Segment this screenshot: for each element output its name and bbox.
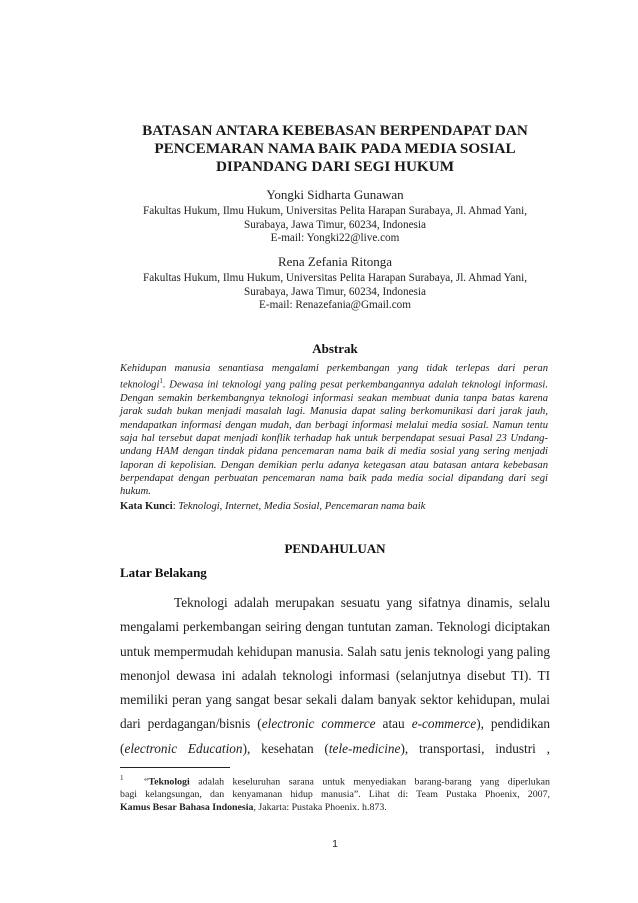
footnote-line: [120, 772, 550, 788]
footnote-text: , Jakarta: Pustaka Phoenix. h.873.: [253, 802, 387, 814]
body-text: ), kesehatan (: [242, 740, 329, 756]
abstract-text: . Dewasa ini teknologi yang paling pesat perkembangannya adalah teknologi informasi.: [162, 379, 548, 391]
author-affiliation: [120, 272, 550, 313]
body-line: memiliki peran yang sangat besar sekali dalam banyak sektor kehidupan, mulai: [120, 692, 550, 708]
body-paragraph: [120, 591, 550, 761]
subsection-heading: Latar Belakang: [120, 565, 207, 580]
footnote: [120, 772, 550, 814]
body-line: untuk mempermudah kehidupan manusia. Salah satu jenis teknologi yang paling: [120, 643, 550, 659]
abstract-line: berpendapat dengan perbuatan pencemaran nama baik pada media social dipandang dari segi: [120, 472, 548, 484]
page-number: 1: [332, 838, 338, 850]
body-line: [120, 712, 550, 736]
footnote-reference: 1: [159, 377, 163, 386]
abstract-line: Kehidupan manusia senantiasa mengalami perkembangan yang tidak terlepas dari peran: [120, 363, 548, 374]
abstract-line: laporan di kepolisian. Dengan demikian perlu adanya ketegasan atau batasan antara kebebasan: [120, 459, 548, 471]
keywords-label: Kata Kunci: [120, 501, 173, 512]
body-text: ), transportasi, industri ,: [400, 740, 551, 756]
affiliation-line: Surabaya, Jawa Timur, 60234, Indonesia: [244, 285, 426, 298]
abstract-line: saja hal tersebut dapat menjadi konflik terhadap hak untuk berpendapat sesuai Pasal 23 Undang-: [120, 433, 548, 445]
author-name: Yongki Sidharta Gunawan: [266, 187, 404, 202]
abstract-line: mendapatkan informasi dengan mudah, dan berbagi informasi melalui media sosial. Namun tentu: [120, 419, 548, 431]
footnote-text: “: [144, 776, 149, 788]
footnote-text: adalah keseluruhan sarana untuk menyediakan barang-barang yang diperlukan: [189, 776, 550, 788]
body-italic: e-commerce: [411, 716, 477, 732]
affiliation-line: Fakultas Hukum, Ilmu Hukum, Universitas Pelita Harapan Surabaya, Jl. Ahmad Yani,: [142, 272, 528, 284]
abstract-heading: Abstrak: [312, 341, 358, 356]
abstract-line: undang HAM dengan tindak pidana pencemaran nama baik di media sosial yang sering menjadi: [120, 446, 548, 458]
keywords-separator: :: [172, 501, 176, 512]
abstract-line: jarak sudah bukan menjadi masalah lagi. Manusia dapat saling berkomunikasi dari jarak jauh,: [120, 406, 548, 418]
keywords: [120, 500, 550, 513]
abstract-text: teknologi: [120, 379, 160, 391]
author-name: Rena Zefania Ritonga: [277, 254, 393, 269]
body-text: (: [120, 740, 125, 756]
title-line: BATASAN ANTARA KEBEBASAN BERPENDAPAT DAN: [142, 122, 528, 139]
abstract-line: Dengan semakin berkembangnya teknologi informasi seakan membuat dunia tanpa batas karena: [120, 393, 548, 405]
footnote-line: bagi kelangsungan, dan kenyamanan hidup manusia”. Lihat di: Team Pustaka Phoenix, 2007,: [120, 789, 550, 801]
section-heading: PENDAHULUAN: [284, 541, 386, 556]
body-text: dari perdagangan/bisnis (: [120, 716, 262, 732]
title-line: PENCEMARAN NAMA BAIK PADA MEDIA SOSIAL: [154, 140, 516, 157]
body-text: atau: [375, 716, 412, 732]
affiliation-line: Fakultas Hukum, Ilmu Hukum, Universitas Pelita Harapan Surabaya, Jl. Ahmad Yani,: [142, 205, 528, 217]
body-italic: tele-medicine: [328, 740, 401, 756]
affiliation-line: Surabaya, Jawa Timur, 60234, Indonesia: [244, 218, 426, 231]
body-line: mengalami perkembangan seiring dengan tuntutan zaman. Teknologi diciptakan: [120, 619, 550, 635]
keywords-value: Teknologi, Internet, Media Sosial, Pencemaran nama baik: [175, 501, 426, 512]
body-line: menonjol dewasa ini adalah teknologi informasi (selanjutnya disebut TI). TI: [120, 667, 550, 683]
author-affiliation: [120, 205, 550, 246]
body-line: [120, 737, 550, 761]
footnote-line: [120, 801, 550, 814]
paper-title: [120, 122, 550, 176]
footnote-number: 1: [120, 774, 124, 782]
body-line: Teknologi adalah merupakan sesuatu yang sifatnya dinamis, selalu: [174, 595, 550, 610]
title-line: DIPANDANG DARI SEGI HUKUM: [215, 158, 455, 175]
author-email: E-mail: Renazefania@Gmail.com: [259, 299, 411, 311]
abstract-body: [120, 362, 548, 499]
abstract-line: [120, 375, 548, 392]
abstract-line: hukum.: [120, 486, 151, 498]
footnote-divider: [120, 767, 230, 768]
author-email: E-mail: Yongki22@live.com: [270, 232, 400, 244]
body-italic: electronic commerce: [261, 716, 376, 732]
footnote-book-title: Kamus Besar Bahasa Indonesia: [120, 802, 254, 814]
body-text: ), pendidikan: [476, 716, 551, 732]
body-italic: electronic Education: [124, 740, 243, 756]
footnote-term: Teknologi: [148, 776, 190, 788]
